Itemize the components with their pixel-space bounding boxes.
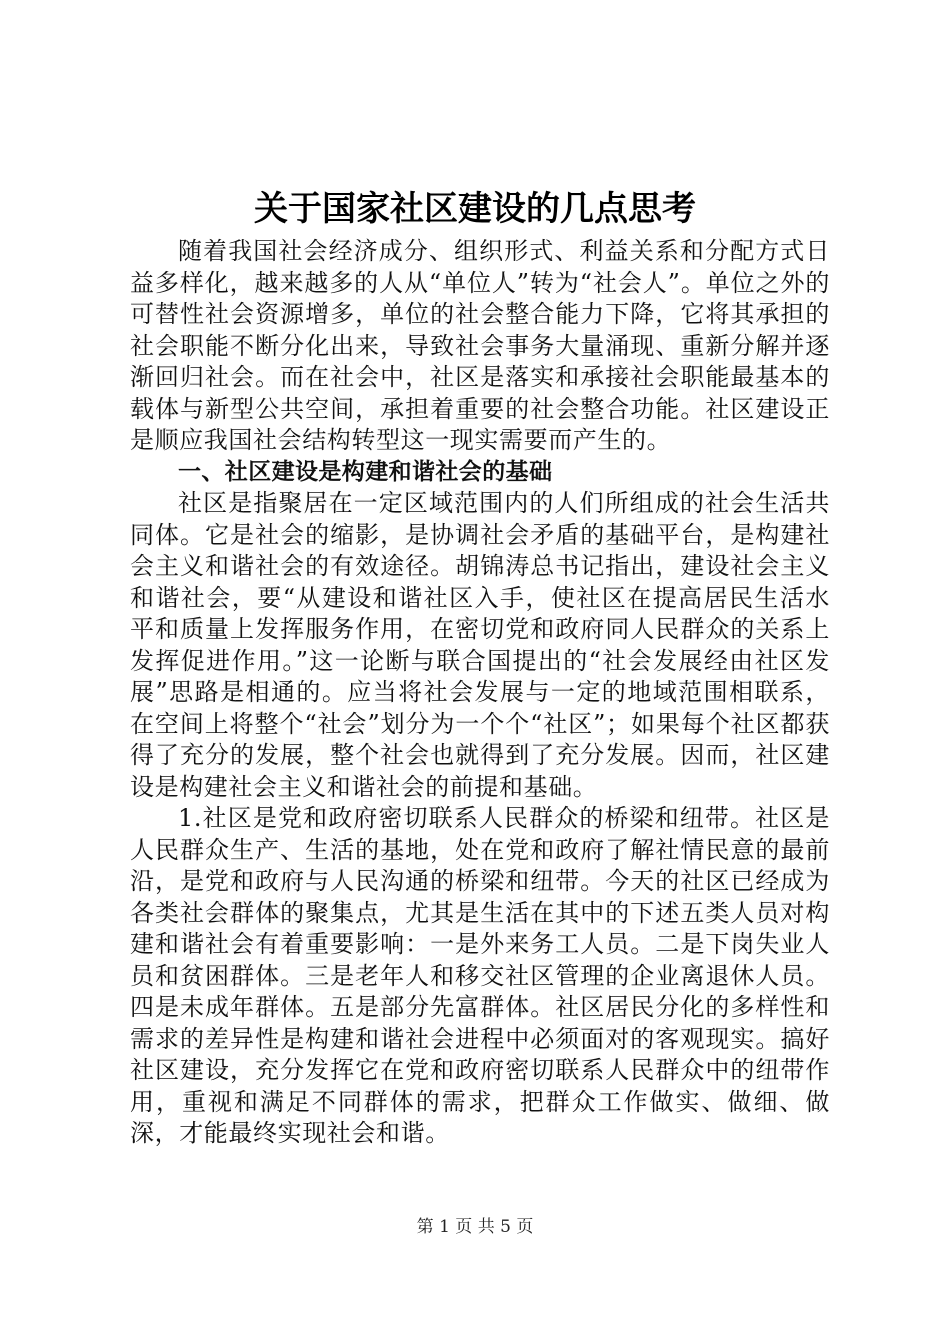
section-heading: 一、社区建设是构建和谐社会的基础 bbox=[178, 458, 553, 485]
page-number-footer: 第 1 页 共 5 页 bbox=[416, 1217, 534, 1237]
document-title: 关于国家社区建设的几点思考 bbox=[254, 189, 696, 229]
intro-paragraph: 随着我国社会经济成分、组织形式、利益关系和分配方式日益多样化，越来越多的人从“单位人”转为“社会人”。单位之外的可替性社会资源增多，单位的社会整合能力下降，它将其承担的社会职能不断分化出来，导致社会事务大量涌现、重新分解并逐渐回归社会。而在社会中，社区是落实和承接社会职能最基本的载体与新型公共空间，承担着重要的社会整合功能。社区建设正是顺应我国社会结构转型这一现实需要而产生的。 bbox=[130, 237, 830, 454]
section-paragraph: 社区是指聚居在一定区域范围内的人们所组成的社会生活共同体。它是社会的缩影，是协调社会矛盾的基础平台，是构建社会主义和谐社会的有效途径。胡锦涛总书记指出，建设社会主义和谐社会，要“从建设和谐社区入手，使社区在提高居民生活水平和质量上发挥服务作用，在密切党和政府同人民群众的关系上发挥促进作用。”这一论断与联合国提出的“社会发展经由社区发展”思路是相通的。应当将社会发展与一定的地域范围相联系，在空间上将整个“社会”划分为一个个“社区”；如果每个社区都获得了充分的发展，整个社会也就得到了充分发展。因而，社区建设是构建社会主义和谐社会的前提和基础。 bbox=[130, 489, 830, 801]
numbered-paragraph: 1.社区是党和政府密切联系人民群众的桥梁和纽带。社区是人民群众生产、生活的基地，处在党和政府了解社情民意的最前沿，是党和政府与人民沟通的桥梁和纽带。今天的社区已经成为各类社会群体的聚集点，尤其是生活在其中的下述五类人员对构建和谐社会有着重要影响：一是外来务工人员。二是下岗失业人员和贫困群体。三是老年人和移交社区管理的企业离退休人员。四是未成年群体。五是部分先富群体。社区居民分化的多样性和需求的差异性是构建和谐社会进程中必须面对的客观现实。搞好社区建设，充分发挥它在党和政府密切联系人民群众中的纽带作用，重视和满足不同群体的需求，把群众工作做实、做细、做深，才能最终实现社会和谐。 bbox=[130, 804, 830, 1147]
document-body bbox=[130, 236, 830, 1150]
